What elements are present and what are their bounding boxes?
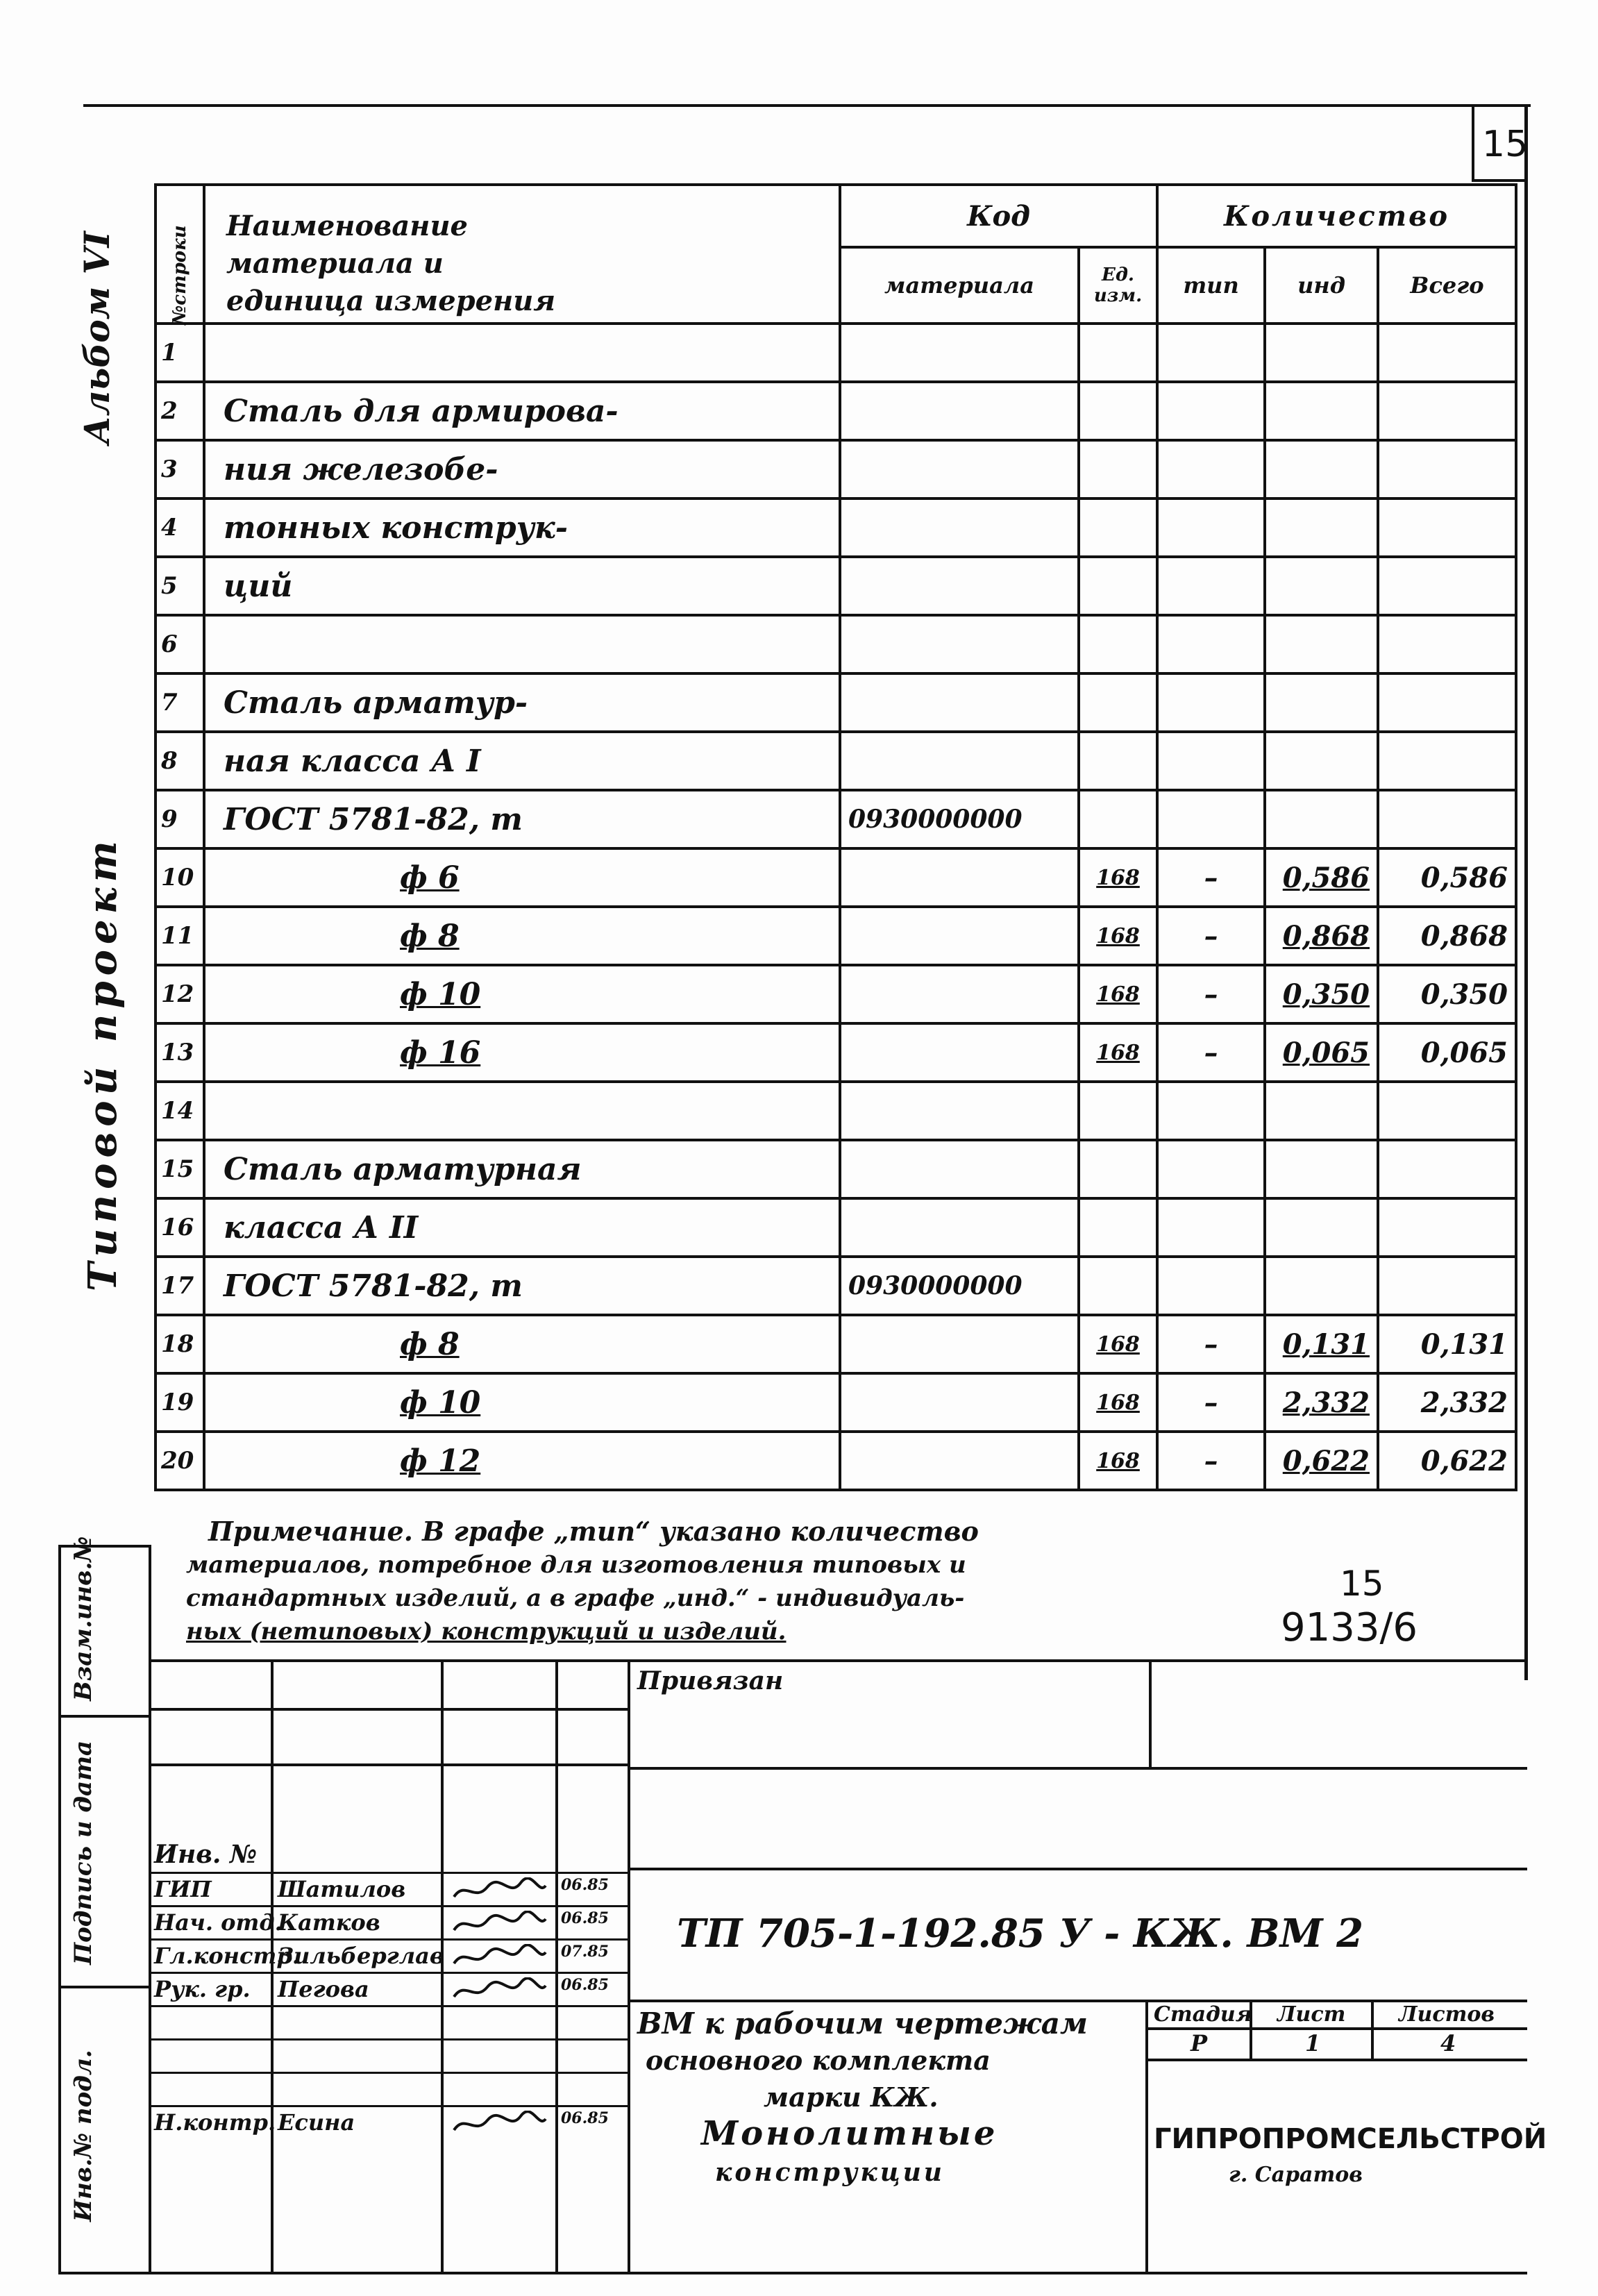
header-quantity-group: Количество [1157, 185, 1516, 247]
stage-label: Стадия [1154, 2002, 1252, 2027]
row-number: 8 [155, 732, 204, 790]
signature-scribble [451, 1877, 548, 1907]
row-type: – [1157, 965, 1265, 1023]
table-row [155, 1315, 1516, 1373]
row-code: 0930000000 [840, 790, 1079, 848]
row-code [840, 965, 1079, 1023]
stamp-sep-1 [58, 1715, 151, 1718]
row-ind [1265, 732, 1378, 790]
tb-top [149, 1659, 1527, 1662]
linked-label: Привязан [637, 1666, 784, 1695]
row-ind [1265, 498, 1378, 557]
row-type [1157, 673, 1265, 732]
stamp-strip-left [58, 1545, 61, 2274]
row-number: 20 [155, 1432, 204, 1490]
row-type [1157, 790, 1265, 848]
sheet-value: 1 [1305, 2030, 1321, 2056]
row-number: 3 [155, 440, 204, 498]
row-name: ная класса А I [204, 732, 840, 790]
row-name: Сталь арматурная [204, 1140, 840, 1198]
row-type [1157, 440, 1265, 498]
row-number: 9 [155, 790, 204, 848]
row-unit [1079, 324, 1157, 382]
row-type [1157, 324, 1265, 382]
row-unit [1079, 1257, 1157, 1315]
table-row [155, 1257, 1516, 1315]
row-code [840, 324, 1079, 382]
row-number: 6 [155, 615, 204, 673]
row-total [1378, 1257, 1516, 1315]
row-unit [1079, 440, 1157, 498]
row-number: 4 [155, 498, 204, 557]
row-number: 14 [155, 1082, 204, 1140]
row-name: ций [204, 557, 840, 615]
tb-vert-c [555, 1659, 558, 2274]
signature-row-line [149, 2038, 628, 2041]
row-type [1157, 1198, 1265, 1257]
signature-scribble [451, 2111, 548, 2140]
row-name: ГОСТ 5781-82, т [204, 1257, 840, 1315]
row-ind [1265, 615, 1378, 673]
tb-vert-main [628, 1659, 630, 2274]
row-code: 0930000000 [840, 1257, 1079, 1315]
row-type [1157, 557, 1265, 615]
note-line-1: Примечание. В графе „тип“ указано количество [208, 1516, 979, 1547]
row-name: класса А II [204, 1198, 840, 1257]
doc-title-4: Монолитные [701, 2114, 998, 2153]
signature-role: Рук. гр. [154, 1976, 251, 2002]
row-ind: 0,586 [1265, 848, 1378, 907]
row-type [1157, 1257, 1265, 1315]
row-number: 13 [155, 1023, 204, 1082]
row-ind [1265, 324, 1378, 382]
row-total: 0,868 [1378, 907, 1516, 965]
row-total: 0,131 [1378, 1315, 1516, 1373]
row-type: – [1157, 848, 1265, 907]
table-row [155, 673, 1516, 732]
note-line-3: стандартных изделий, а в графе „инд.“ - индивидуаль- [186, 1584, 965, 1612]
row-unit [1079, 1140, 1157, 1198]
row-number: 16 [155, 1198, 204, 1257]
row-unit: 168 [1079, 1432, 1157, 1490]
row-code [840, 1432, 1079, 1490]
header-qty-total: Всего [1378, 247, 1516, 324]
row-total [1378, 790, 1516, 848]
signature-name: Пегова [278, 1976, 369, 2002]
row-unit: 168 [1079, 848, 1157, 907]
signature-row-line [149, 1905, 628, 1907]
note-line-4: ных (нетиповых) конструкций и изделий. [186, 1618, 787, 1645]
row-total: 0,622 [1378, 1432, 1516, 1490]
document-code: ТП 705-1-192.85 У - КЖ. ВМ 2 [677, 1911, 1364, 1956]
row-name: ния железобе- [204, 440, 840, 498]
row-number: 5 [155, 557, 204, 615]
signature-scribble [451, 1977, 548, 2007]
row-name: ф 16 [204, 1023, 840, 1082]
row-name: ф 12 [204, 1432, 840, 1490]
header-code-group: Код [840, 185, 1157, 247]
table-row [155, 1023, 1516, 1082]
row-number: 19 [155, 1373, 204, 1432]
table-row [155, 1432, 1516, 1490]
table-row [155, 615, 1516, 673]
row-total [1378, 498, 1516, 557]
row-unit [1079, 1198, 1157, 1257]
right-border [1524, 104, 1528, 1680]
signature-scribble [451, 1944, 548, 1974]
row-type: – [1157, 1373, 1265, 1432]
row-number: 18 [155, 1315, 204, 1373]
sheet-label: Лист [1277, 2002, 1346, 2027]
row-unit: 168 [1079, 1315, 1157, 1373]
sheet-number-box-bottom [1472, 179, 1527, 182]
row-ind: 0,350 [1265, 965, 1378, 1023]
note-line-2: материалов, потребное для изготовления типовых и [186, 1551, 966, 1579]
row-ind [1265, 440, 1378, 498]
table-row [155, 440, 1516, 498]
row-ind [1265, 790, 1378, 848]
signature-date: 06.85 [561, 1876, 609, 1894]
row-type [1157, 1082, 1265, 1140]
header-row-number: №строки [155, 185, 204, 324]
row-name: ф 10 [204, 1373, 840, 1432]
stamp-label-1: Инв.№ подл. [69, 2050, 97, 2222]
sheet-number: 15 [1482, 124, 1529, 165]
row-code [840, 1198, 1079, 1257]
tb-stage-bottom [1145, 2059, 1527, 2061]
row-unit [1079, 557, 1157, 615]
project-label: Типовой проект [80, 835, 126, 1291]
row-code [840, 732, 1079, 790]
row-code [840, 498, 1079, 557]
row-code [840, 907, 1079, 965]
tb-stage-vert [1145, 2000, 1148, 2274]
stamp-strip-right [149, 1545, 151, 2274]
row-number: 11 [155, 907, 204, 965]
signature-name: Катков [278, 1909, 380, 1936]
row-total [1378, 382, 1516, 440]
row-total [1378, 732, 1516, 790]
row-unit [1079, 615, 1157, 673]
row-total [1378, 557, 1516, 615]
row-ind: 0,065 [1265, 1023, 1378, 1082]
row-name: ф 10 [204, 965, 840, 1023]
row-code [840, 1140, 1079, 1198]
header-code-material: материала [840, 247, 1079, 324]
doc-title-3: марки КЖ. [764, 2081, 939, 2113]
row-total [1378, 1140, 1516, 1198]
row-total: 2,332 [1378, 1373, 1516, 1432]
row-code [840, 382, 1079, 440]
table-row [155, 1082, 1516, 1140]
table-row [155, 324, 1516, 382]
row-code [840, 615, 1079, 673]
stamp-label-3: Взам.инв.№ [69, 1536, 97, 1701]
signature-row-line [149, 1872, 628, 1874]
sheet-number-box-left [1472, 104, 1474, 182]
row-code [840, 557, 1079, 615]
table-row [155, 1140, 1516, 1198]
signature-row-line [149, 2072, 628, 2074]
table-row [155, 907, 1516, 965]
row-unit: 168 [1079, 1023, 1157, 1082]
row-type [1157, 615, 1265, 673]
row-ind [1265, 382, 1378, 440]
stage-value: Р [1191, 2030, 1208, 2056]
tb-stage-v2 [1371, 2000, 1374, 2061]
row-type [1157, 732, 1265, 790]
row-code [840, 1082, 1079, 1140]
row-unit [1079, 1082, 1157, 1140]
row-number: 15 [155, 1140, 204, 1198]
row-number: 1 [155, 324, 204, 382]
header-qty-type: тип [1157, 247, 1265, 324]
doc-title-2: основного комплекта [646, 2045, 991, 2076]
row-name: ф 8 [204, 1315, 840, 1373]
row-total: 0,065 [1378, 1023, 1516, 1082]
row-type [1157, 1140, 1265, 1198]
row-code [840, 848, 1079, 907]
row-ind [1265, 1198, 1378, 1257]
signature-role: ГИП [154, 1876, 212, 1902]
header-code-unit: Ед. изм. [1079, 247, 1157, 324]
table-row [155, 848, 1516, 907]
sheets-value: 4 [1440, 2030, 1456, 2056]
table-row [155, 1198, 1516, 1257]
row-ind: 0,131 [1265, 1315, 1378, 1373]
table-row [155, 790, 1516, 848]
row-name: Сталь для армирова- [204, 382, 840, 440]
doc-title-1: ВМ к рабочим чертежам [637, 2006, 1088, 2041]
row-unit [1079, 732, 1157, 790]
row-name: ф 8 [204, 907, 840, 965]
signature-date: 06.85 [561, 2109, 609, 2127]
row-total [1378, 440, 1516, 498]
row-total [1378, 615, 1516, 673]
signature-role: Н.контр. [154, 2109, 276, 2136]
table-row [155, 1373, 1516, 1432]
signature-name: Есина [278, 2109, 355, 2136]
row-unit: 168 [1079, 965, 1157, 1023]
row-type: – [1157, 1432, 1265, 1490]
signature-role: Гл.констр. [154, 1943, 300, 1969]
row-ind: 0,622 [1265, 1432, 1378, 1490]
row-number: 17 [155, 1257, 204, 1315]
row-total [1378, 1198, 1516, 1257]
materials-table [154, 183, 1517, 1491]
row-unit [1079, 382, 1157, 440]
row-total [1378, 324, 1516, 382]
header-name: Наименование материала и единица измерения [204, 185, 840, 324]
sheets-label: Листов [1399, 2002, 1495, 2027]
row-number: 12 [155, 965, 204, 1023]
row-ind [1265, 673, 1378, 732]
table-row [155, 498, 1516, 557]
row-type: – [1157, 1315, 1265, 1373]
signature-role: Нач. отд. [154, 1909, 283, 1936]
row-total: 0,350 [1378, 965, 1516, 1023]
tb-linked-bottom [628, 1767, 1527, 1770]
row-code [840, 1023, 1079, 1082]
sheet-ref-bottom: 9133/6 [1281, 1605, 1418, 1650]
row-name [204, 324, 840, 382]
signature-date: 06.85 [561, 1976, 609, 1994]
table-row [155, 965, 1516, 1023]
tb-mid [628, 1868, 1527, 1870]
row-type [1157, 382, 1265, 440]
row-ind [1265, 557, 1378, 615]
signature-name: Зильберглав [278, 1943, 444, 1969]
stamp-sep-2 [58, 1986, 151, 1988]
signature-name: Шатилов [278, 1876, 406, 1902]
row-name: ф 6 [204, 848, 840, 907]
signature-scribble [451, 1911, 548, 1941]
table-row [155, 732, 1516, 790]
row-code [840, 1315, 1079, 1373]
row-ind [1265, 1140, 1378, 1198]
row-name [204, 1082, 840, 1140]
row-name: ГОСТ 5781-82, т [204, 790, 840, 848]
row-unit [1079, 498, 1157, 557]
row-unit: 168 [1079, 907, 1157, 965]
row-type [1157, 498, 1265, 557]
row-number: 10 [155, 848, 204, 907]
row-total [1378, 673, 1516, 732]
stamp-label-2: Подпись и дата [69, 1740, 97, 1965]
album-label: Альбом VI [76, 231, 117, 444]
row-total [1378, 1082, 1516, 1140]
top-border [83, 104, 1531, 107]
row-unit [1079, 673, 1157, 732]
inv-no-label: Инв. № [154, 1840, 258, 1869]
row-number: 2 [155, 382, 204, 440]
row-ind: 0,868 [1265, 907, 1378, 965]
row-type: – [1157, 1023, 1265, 1082]
tb-vert-linked [1149, 1659, 1152, 1767]
sheet-ref-top: 15 [1340, 1564, 1384, 1604]
signature-row-line [149, 1972, 628, 1974]
signature-row-line [149, 2005, 628, 2007]
row-unit: 168 [1079, 1373, 1157, 1432]
tb-code-bottom [628, 2000, 1527, 2002]
header-qty-ind: инд [1265, 247, 1378, 324]
row-name [204, 615, 840, 673]
signature-date: 07.85 [561, 1943, 609, 1961]
doc-title-5: конструкции [715, 2158, 945, 2187]
row-name: тонных конструк- [204, 498, 840, 557]
row-code [840, 440, 1079, 498]
table-row [155, 557, 1516, 615]
organization: ГИПРОПРОМСЕЛЬСТРОЙ [1154, 2123, 1547, 2155]
signature-row-line [149, 2105, 628, 2107]
row-unit [1079, 790, 1157, 848]
bottom-border [58, 2272, 1527, 2274]
row-name: Сталь арматур- [204, 673, 840, 732]
city: г. Саратов [1229, 2163, 1363, 2187]
row-code [840, 1373, 1079, 1432]
row-code [840, 673, 1079, 732]
row-ind [1265, 1082, 1378, 1140]
row-number: 7 [155, 673, 204, 732]
row-ind: 2,332 [1265, 1373, 1378, 1432]
row-total: 0,586 [1378, 848, 1516, 907]
signature-row-line [149, 1938, 628, 1941]
table-row [155, 382, 1516, 440]
row-ind [1265, 1257, 1378, 1315]
signature-date: 06.85 [561, 1909, 609, 1927]
row-type: – [1157, 907, 1265, 965]
